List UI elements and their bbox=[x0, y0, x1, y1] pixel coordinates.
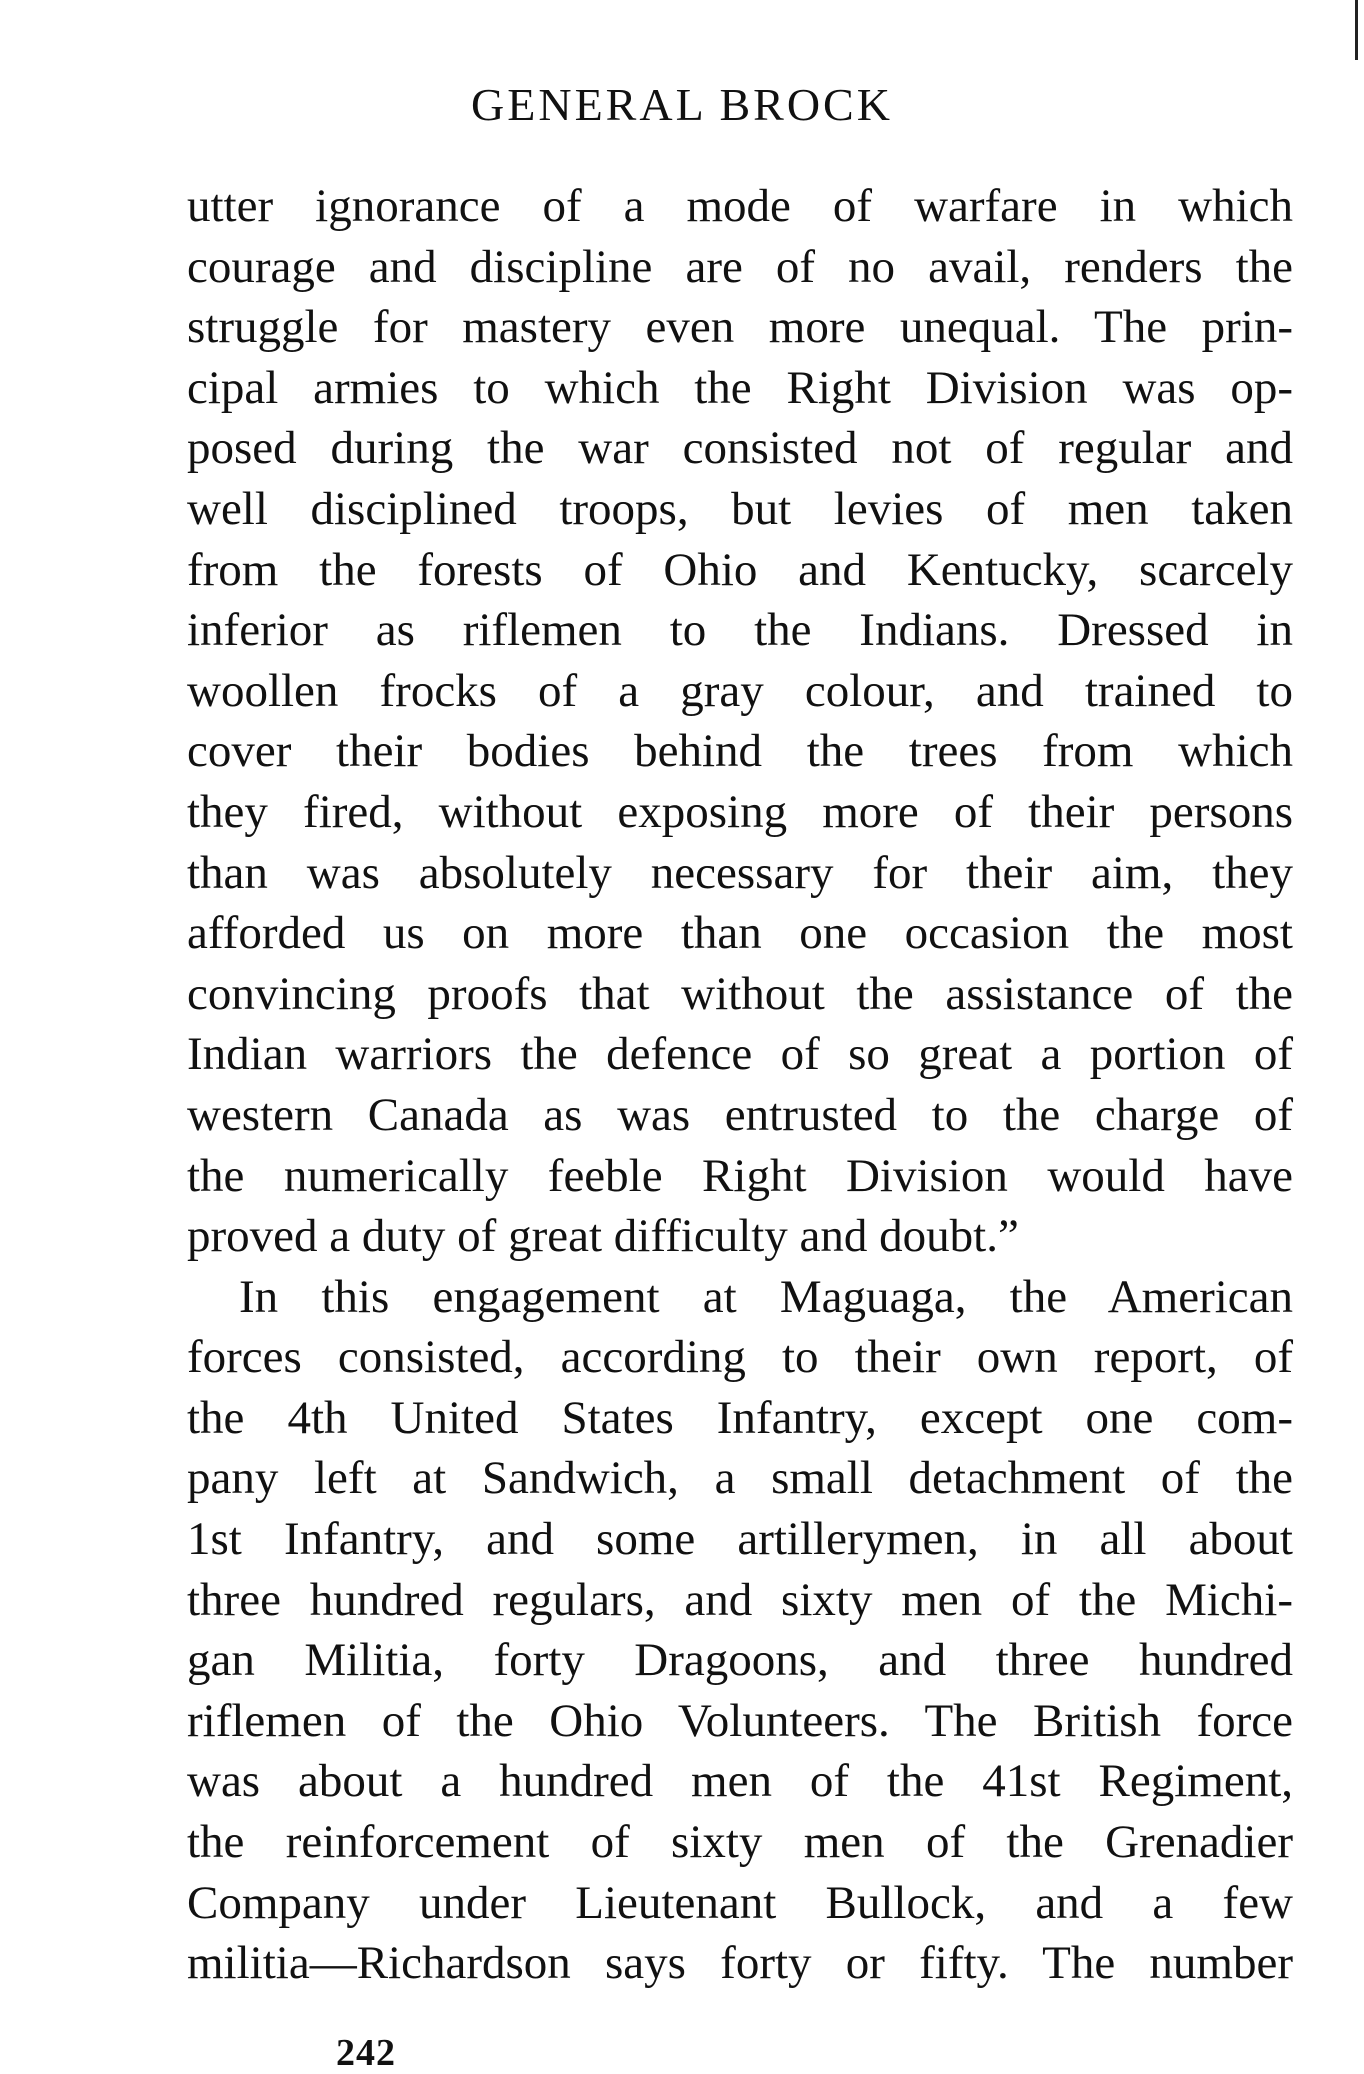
text-line: western Canada as was entrusted to the charge of bbox=[187, 1088, 1293, 1141]
text-line: convincing proofs that without the assistance of the bbox=[187, 967, 1293, 1020]
text-line: woollen frocks of a gray colour, and trained to bbox=[187, 664, 1293, 717]
text-line: the reinforcement of sixty men of the Grenadier bbox=[187, 1816, 1293, 1869]
text-line: cipal armies to which the Right Division was op- bbox=[187, 361, 1293, 414]
running-title: GENERAL BROCK bbox=[471, 79, 893, 130]
page-edge-mark bbox=[1355, 0, 1358, 60]
text-line: afforded us on more than one occasion the most bbox=[187, 907, 1293, 960]
text-line: was about a hundred men of the 41st Regiment, bbox=[187, 1755, 1293, 1808]
page-number: 242 bbox=[336, 2032, 396, 2074]
text-line: militia—Richardson says forty or fifty. The number bbox=[187, 1937, 1293, 1990]
text-line: the numerically feeble Right Division would have bbox=[187, 1149, 1293, 1202]
text-line: pany left at Sandwich, a small detachment of the bbox=[187, 1452, 1293, 1505]
text-line: courage and discipline are of no avail, renders the bbox=[187, 240, 1293, 293]
text-line: cover their bodies behind the trees from which bbox=[187, 725, 1293, 778]
text-line: riflemen of the Ohio Volunteers. The British force bbox=[187, 1694, 1293, 1747]
text-line: than was absolutely necessary for their aim, they bbox=[187, 846, 1293, 899]
text-line: inferior as riflemen to the Indians. Dressed in bbox=[187, 604, 1293, 657]
text-line: Indian warriors the defence of so great a portion of bbox=[187, 1028, 1293, 1081]
text-line: posed during the war consisted not of regular and bbox=[187, 422, 1293, 475]
text-line: from the forests of Ohio and Kentucky, scarcely bbox=[187, 543, 1293, 596]
text-line: well disciplined troops, but levies of men taken bbox=[187, 482, 1293, 535]
text-line: they fired, without exposing more of their persons bbox=[187, 785, 1293, 838]
text-line: struggle for mastery even more unequal. The prin- bbox=[187, 301, 1293, 354]
text-line: gan Militia, forty Dragoons, and three hundred bbox=[187, 1634, 1293, 1687]
text-line: proved a duty of great difficulty and doubt.” bbox=[187, 1210, 1019, 1263]
text-line: utter ignorance of a mode of warfare in which bbox=[187, 180, 1293, 232]
text-line: 1st Infantry, and some artillerymen, in all about bbox=[187, 1513, 1293, 1566]
text-line: forces consisted, according to their own report, of bbox=[187, 1331, 1293, 1384]
text-line: three hundred regulars, and sixty men of the Michi- bbox=[187, 1573, 1293, 1626]
text-line: the 4th United States Infantry, except one com- bbox=[187, 1391, 1293, 1444]
body-text bbox=[187, 176, 1293, 1994]
text-line-paragraph-start: In this engagement at Maguaga, the American bbox=[239, 1270, 1293, 1323]
text-line: Company under Lieutenant Bullock, and a few bbox=[187, 1876, 1293, 1929]
